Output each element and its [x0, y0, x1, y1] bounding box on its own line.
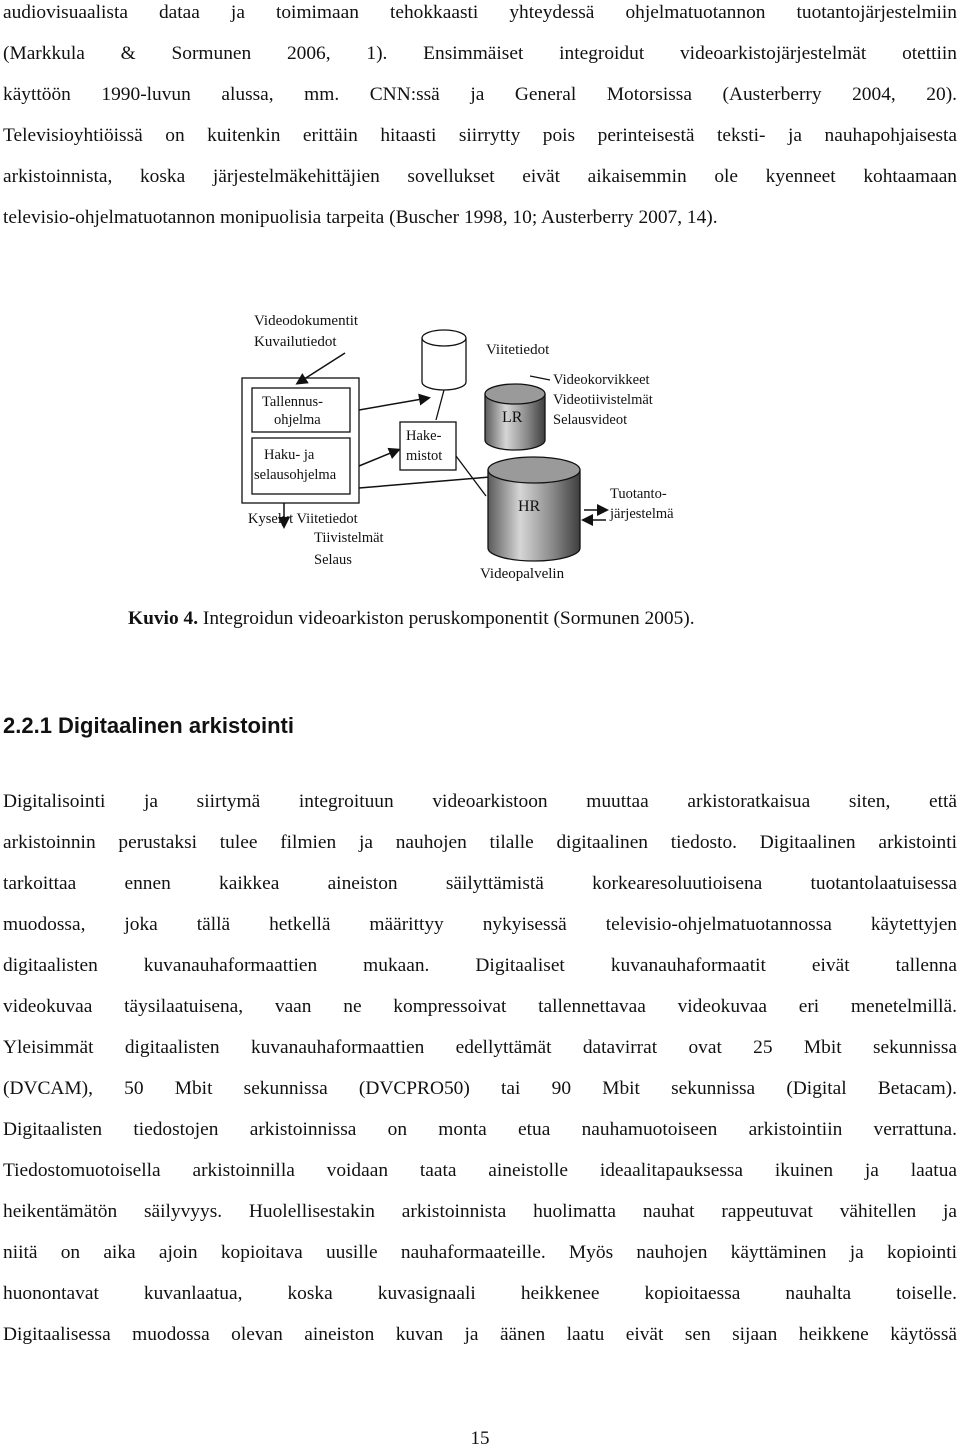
caption-label: Kuvio 4.: [128, 608, 199, 629]
arrow-ingest-to-metadata: [359, 398, 428, 410]
label-kyselyt-viitetiedot: Kyselyt Viitetiedot: [248, 511, 358, 527]
text-line: arkistoinnin perustaksi tulee filmien ja nauhojen tilalle digitaalinen tiedosto. Digitaalinen arkistointi: [3, 832, 957, 853]
text-line: huonontavat kuvanlaatua, koska kuvasignaali heikkenee kopioitaessa nauhalta toiselle.: [3, 1283, 957, 1304]
paragraph-digital-archiving: [3, 781, 957, 1355]
label-tiivistelmat: Tiivistelmät: [314, 530, 384, 546]
text-line: muodossa, joka tällä hetkellä määrittyy nykyisessä televisio-ohjelmatuotannossa käytettyjen: [3, 914, 957, 935]
label-hr: HR: [518, 498, 541, 515]
text-line: (DVCAM), 50 Mbit sekunnissa (DVCPRO50) tai 90 Mbit sekunnissa (Digital Betacam).: [3, 1078, 957, 1099]
label-videotiivistelmat: Videotiivistelmät: [553, 392, 653, 408]
text-line: niitä on aika ajoin kopioitava uusille nauhaformaateille. Myös nauhojen käyttäminen ja kopiointi: [3, 1242, 957, 1263]
arrow-search-to-indexes: [359, 450, 398, 466]
hr-cylinder-top: [488, 457, 580, 483]
diagram-svg: [240, 298, 710, 583]
label-jarjestelma: järjestelmä: [610, 506, 674, 522]
paragraph-intro: [3, 0, 957, 238]
label-hake: Hake-: [406, 428, 442, 444]
section-heading: 2.2.1 Digitaalinen arkistointi: [3, 713, 294, 738]
page-number: 15: [470, 1428, 490, 1449]
text-line: tarkoittaa ennen kaikkea aineiston säilyttämistä korkearesoluutioisena tuotantolaatuisessa: [3, 873, 957, 894]
text-line: heikentämätön säilyvyys. Huolellisestakin arkistoinnista huolimatta nauhat rappeutuvat vähitellen ja: [3, 1201, 957, 1222]
label-haku: Haku- ja: [264, 447, 315, 463]
link-metadata-indexes: [436, 390, 444, 420]
label-videodokumentit: Videodokumentit: [254, 313, 359, 329]
link-indexes-server: [456, 456, 486, 496]
text-line: Digitaalisten tiedostojen arkistoinnissa on monta etua nauhamuotoiseen arkistointiin verrattuna.: [3, 1119, 957, 1140]
label-selaus: Selaus: [314, 552, 352, 568]
label-selausvideot: Selausvideot: [553, 412, 628, 428]
text-line: Digitaalisessa muodossa olevan aineiston kuvan ja äänen laatu eivät sen sijaan heikkene käytössä: [3, 1324, 957, 1345]
figure-video-archive-diagram: [240, 298, 710, 583]
leader-lr: [530, 376, 550, 380]
text-line: Yleisimmät digitaalisten kuvanauhaformaattien edellyttämät datavirrat ovat 25 Mbit sekunnissa: [3, 1037, 957, 1058]
figure-caption: [128, 604, 695, 634]
label-videopalvelin: Videopalvelin: [480, 566, 565, 582]
text-line: Tiedostomuotoisella arkistoinnilla voidaan taata aineistolle ideaalitapauksessa ikuinen ja laatua: [3, 1160, 957, 1181]
text-line: televisio-ohjelmatuotannon monipuolisia tarpeita (Buscher 1998, 10; Austerberry 2007, 14).: [3, 207, 718, 228]
caption-text: Integroidun videoarkiston peruskomponentit (Sormunen 2005).: [198, 608, 695, 629]
label-lr: LR: [502, 409, 523, 426]
label-ohjelma: ohjelma: [274, 412, 321, 428]
text-line: Digitalisointi ja siirtymä integroituun videoarkistoon muuttaa arkistoratkaisua siten, että: [3, 791, 957, 812]
label-tallennus: Tallennus-: [262, 394, 323, 410]
text-line: videokuvaa täysilaatuisena, vaan ne kompressoivat tallennettavaa videokuvaa eri menetelmillä.: [3, 996, 957, 1017]
lr-cylinder-top: [485, 384, 545, 404]
label-videokorvikkeet: Videokorvikkeet: [553, 372, 650, 388]
label-kuvailutiedot: Kuvailutiedot: [254, 334, 337, 350]
text-line: arkistoinnista, koska järjestelmäkehittäjien sovellukset eivät aikaisemmin ole kyenneet kohtaamaan: [3, 166, 957, 187]
text-line: audiovisuaalista dataa ja toimimaan tehokkaasti yhteydessä ohjelmatuotannon tuotantojärjestelmiin: [3, 2, 957, 23]
label-mistot: mistot: [406, 448, 443, 464]
arrow-app-to-server: [359, 476, 502, 488]
text-line: Televisioyhtiöissä on kuitenkin erittäin hitaasti siirrytty pois perinteisestä teksti- ja nauhapohjaisesta: [3, 125, 957, 146]
text-line: digitaalisten kuvanauhaformaattien mukaan. Digitaaliset kuvanauhaformaatit eivät tallenna: [3, 955, 957, 976]
text-line: käyttöön 1990-luvun alussa, mm. CNN:ssä ja General Motorsissa (Austerberry 2004, 20).: [3, 84, 957, 105]
text-line: (Markkula & Sormunen 2006, 1). Ensimmäiset integroidut videoarkistojärjestelmät otettiin: [3, 43, 957, 64]
label-selausohjelma: selausohjelma: [254, 467, 337, 483]
label-tuotanto: Tuotanto-: [610, 486, 667, 502]
metadata-cylinder-top: [422, 330, 466, 346]
label-viitetiedot: Viitetiedot: [486, 342, 550, 358]
